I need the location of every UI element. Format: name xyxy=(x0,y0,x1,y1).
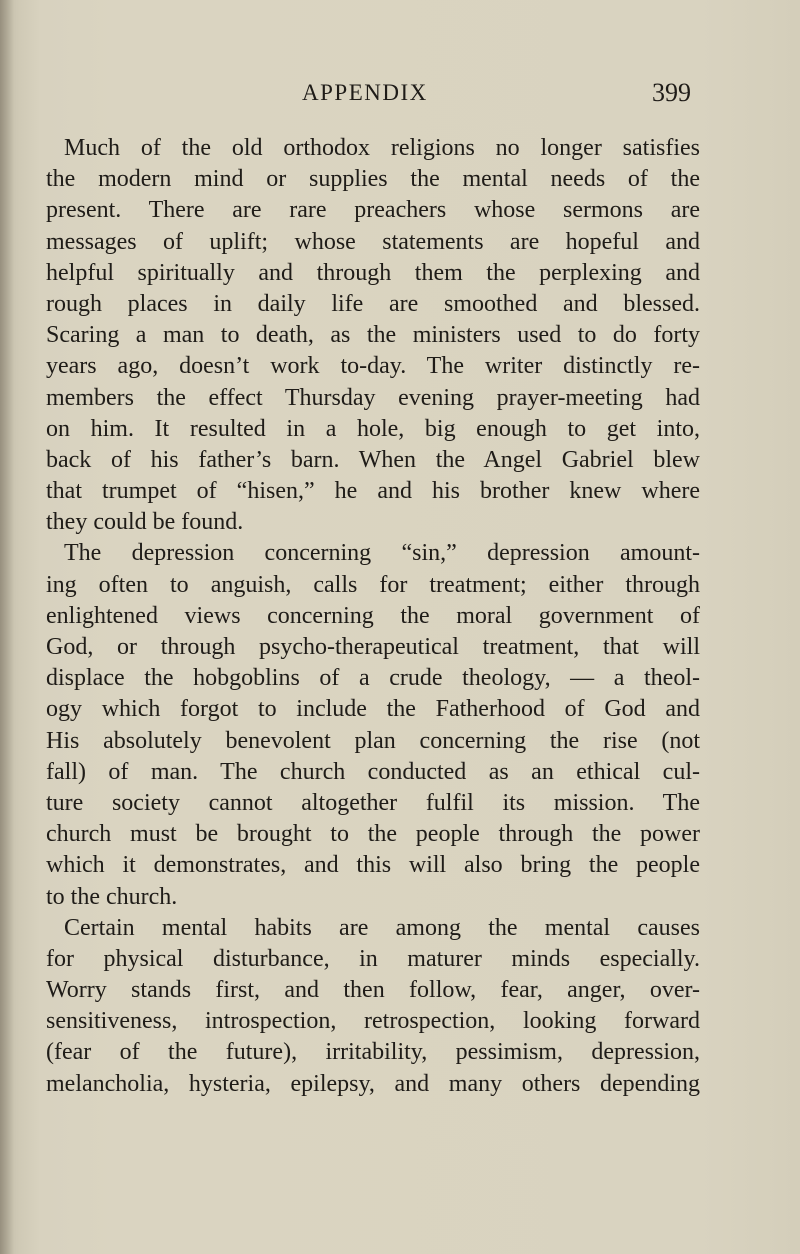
text-line: ing often to anguish, calls for treatment; either through xyxy=(46,571,700,598)
text-line: Worry stands first, and then follow, fear, anger, over- xyxy=(46,977,700,1004)
text-line: church must be brought to the people through the power xyxy=(46,821,700,848)
text-line: rough places in daily life are smoothed and blessed. xyxy=(46,290,700,317)
text-line: to the church. xyxy=(46,883,178,910)
text-line: years ago, doesn’t work to-day. The writer distinctly re- xyxy=(46,353,700,380)
text-line: Certain mental habits are among the mental causes xyxy=(64,914,700,941)
binding-shadow xyxy=(0,0,14,1254)
text-line: for physical disturbance, in maturer minds especially. xyxy=(46,945,700,972)
paragraph xyxy=(46,133,700,538)
text-line: helpful spiritually and through them the perplexing and xyxy=(46,259,700,286)
text-line: on him. It resulted in a hole, big enough to get into, xyxy=(46,415,700,442)
text-line: present. There are rare preachers whose sermons are xyxy=(46,197,700,224)
text-line: ogy which forgot to include the Fatherhood of God and xyxy=(46,696,700,723)
paragraph xyxy=(46,913,700,1100)
text-line: The depression concerning “sin,” depression amount- xyxy=(64,540,700,567)
text-line: which it demonstrates, and this will also bring the people xyxy=(46,852,700,879)
text-line: ture society cannot altogether fulfil its mission. The xyxy=(46,789,700,816)
text-line: members the effect Thursday evening prayer-meeting had xyxy=(46,384,700,411)
page-number: 399 xyxy=(652,78,691,107)
text-line: the modern mind or supplies the mental needs of the xyxy=(46,166,700,193)
text-line: messages of uplift; whose statements are hopeful and xyxy=(46,228,700,255)
text-line: melancholia, hysteria, epilepsy, and many others depending xyxy=(46,1070,700,1097)
text-line: Much of the old orthodox religions no longer satisfies xyxy=(64,135,700,161)
text-line: back of his father’s barn. When the Angel Gabriel blew xyxy=(46,446,700,473)
text-line: displace the hobgoblins of a crude theology, — a theol- xyxy=(46,665,700,692)
body-text xyxy=(46,133,700,1100)
page-header xyxy=(0,78,800,108)
text-line: Scaring a man to death, as the ministers used to do forty xyxy=(46,322,700,349)
text-line: that trumpet of “hisen,” he and his brother knew where xyxy=(46,478,700,505)
text-line: God, or through psycho-therapeutical treatment, that will xyxy=(46,634,700,660)
text-line: His absolutely benevolent plan concerning the rise (not xyxy=(46,727,700,754)
running-head: APPENDIX xyxy=(302,80,428,105)
paragraph xyxy=(46,538,700,912)
text-line: fall) of man. The church conducted as an ethical cul- xyxy=(46,758,700,785)
text-line: (fear of the future), irritability, pessimism, depression, xyxy=(46,1039,700,1066)
text-line: they could be found. xyxy=(46,509,244,536)
text-line: enlightened views concerning the moral government of xyxy=(46,602,700,629)
text-line: sensitiveness, introspection, retrospection, looking forward xyxy=(46,1008,700,1035)
